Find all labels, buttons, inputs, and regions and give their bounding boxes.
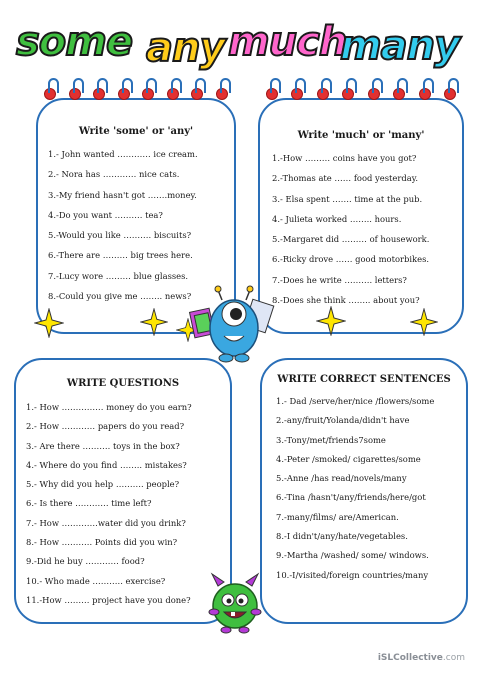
exercise-item: 2.- Nora has ………… nice cats. xyxy=(48,169,180,180)
ring-icon xyxy=(118,88,130,100)
exercise-item: 9.-Martha /washed/ some/ windows. xyxy=(276,550,429,561)
exercise-item: 1.- John wanted ………… ice cream. xyxy=(48,149,198,159)
exercise-item: 1.- How …………… money do you earn? xyxy=(26,402,192,412)
worksheet-title xyxy=(0,14,483,74)
exercise-item: 2.- How ………… papers do you read? xyxy=(26,421,185,432)
watermark-suffix: .com xyxy=(442,653,465,663)
exercise-item: 4.- Where do you find …….. mistakes? xyxy=(26,459,187,470)
binder-rings xyxy=(44,88,228,110)
exercise-list xyxy=(26,398,230,610)
ring-icon xyxy=(317,88,329,100)
exercise-list xyxy=(48,144,234,306)
watermark-brand: iSLCollective xyxy=(377,653,443,663)
exercise-item: 3.- Elsa spent ……. time at the pub. xyxy=(272,193,423,204)
exercise-list xyxy=(272,148,462,310)
ring-icon xyxy=(291,88,303,100)
title-word-any: any xyxy=(146,25,225,71)
exercise-card-write-questions xyxy=(14,358,232,624)
ring-icon xyxy=(191,88,203,100)
green-monster-illustration xyxy=(204,572,266,636)
exercise-item: 3.-Tony/met/friends7some xyxy=(276,434,386,445)
binder-rings xyxy=(266,88,456,110)
star-icon xyxy=(316,306,346,336)
ring-icon xyxy=(167,88,179,100)
ring-icon xyxy=(393,88,405,100)
exercise-item: 8.-Could you give me …….. news? xyxy=(48,291,192,302)
exercise-item: 6.-Ricky drove …… good motorbikes. xyxy=(272,254,430,265)
star-icon xyxy=(140,308,168,336)
star-icon xyxy=(410,308,438,336)
exercise-item: 1.-How ……… coins have you got? xyxy=(272,153,417,163)
exercise-item: 8.- How ……….. Points did you win? xyxy=(26,537,178,548)
exercise-item: 8.-Does she think …….. about you? xyxy=(272,295,420,306)
card-title: WRITE CORRECT SENTENCES xyxy=(277,374,451,385)
ring-icon xyxy=(216,88,228,100)
exercise-item: 10.- Who made ……….. exercise? xyxy=(26,575,166,586)
ring-icon xyxy=(44,88,56,100)
exercise-item: 6.-There are ……… big trees here. xyxy=(48,250,193,261)
exercise-item: 9.-Did he buy ………… food? xyxy=(26,556,145,567)
exercise-item: 2.-any/fruit/Yolanda/didn't have xyxy=(276,415,410,426)
title-word-many: many xyxy=(340,23,460,69)
exercise-item: 4.-Do you want ………. tea? xyxy=(48,209,163,220)
exercise-item: 4.-Peter /smoked/ cigarettes/some xyxy=(276,453,421,464)
card-title: WRITE QUESTIONS xyxy=(66,378,180,389)
exercise-item: 7.-many/films/ are/American. xyxy=(276,511,399,522)
site-watermark xyxy=(378,653,465,663)
exercise-item: 11.-How ……… project have you done? xyxy=(26,594,191,605)
star-icon xyxy=(34,308,64,338)
blue-monster-illustration xyxy=(186,284,282,366)
exercise-item: 5.- Why did you help ………. people? xyxy=(26,479,180,490)
exercise-item: 3.-My friend hasn't got …….money. xyxy=(48,189,197,200)
card-title: Write 'much' or 'many' xyxy=(297,130,425,141)
exercise-item: 7.- How ………….water did you drink? xyxy=(26,517,186,528)
exercise-item: 8.-I didn't/any/hate/vegetables. xyxy=(276,531,408,542)
exercise-item: 6.-Tina /hasn't/any/friends/here/got xyxy=(276,492,426,503)
exercise-card-much-many xyxy=(258,98,464,334)
ring-icon xyxy=(69,88,81,100)
title-word-much: much xyxy=(228,19,347,65)
title-word-some: some xyxy=(16,19,133,65)
ring-icon xyxy=(444,88,456,100)
exercise-item: 4.- Julieta worked …….. hours. xyxy=(272,213,402,224)
ring-icon xyxy=(368,88,380,100)
exercise-item: 6.- Is there ………… time left? xyxy=(26,498,152,509)
card-title: Write 'some' or 'any' xyxy=(78,126,194,137)
ring-icon xyxy=(342,88,354,100)
exercise-item: 5.-Margaret did ……… of housework. xyxy=(272,234,430,245)
exercise-item: 7.-Does he write ………. letters? xyxy=(272,274,407,285)
exercise-item: 5.-Anne /has read/novels/many xyxy=(276,473,407,484)
ring-icon xyxy=(266,88,278,100)
exercise-item: 7.-Lucy wore ……… blue glasses. xyxy=(48,270,189,281)
ring-icon xyxy=(142,88,154,100)
ring-icon xyxy=(419,88,431,100)
exercise-item: 2.-Thomas ate …… food yesterday. xyxy=(272,173,418,184)
exercise-item: 5.-Would you like ………. biscuits? xyxy=(48,230,192,241)
exercise-card-correct-sentences xyxy=(260,358,468,624)
exercise-item: 10.-I/visited/foreign countries/many xyxy=(276,569,429,580)
exercise-item: 3.- Are there ………. toys in the box? xyxy=(26,440,180,451)
exercise-list xyxy=(276,392,466,585)
exercise-item: 1.- Dad /serve/her/nice /flowers/some xyxy=(276,396,435,406)
ring-icon xyxy=(93,88,105,100)
